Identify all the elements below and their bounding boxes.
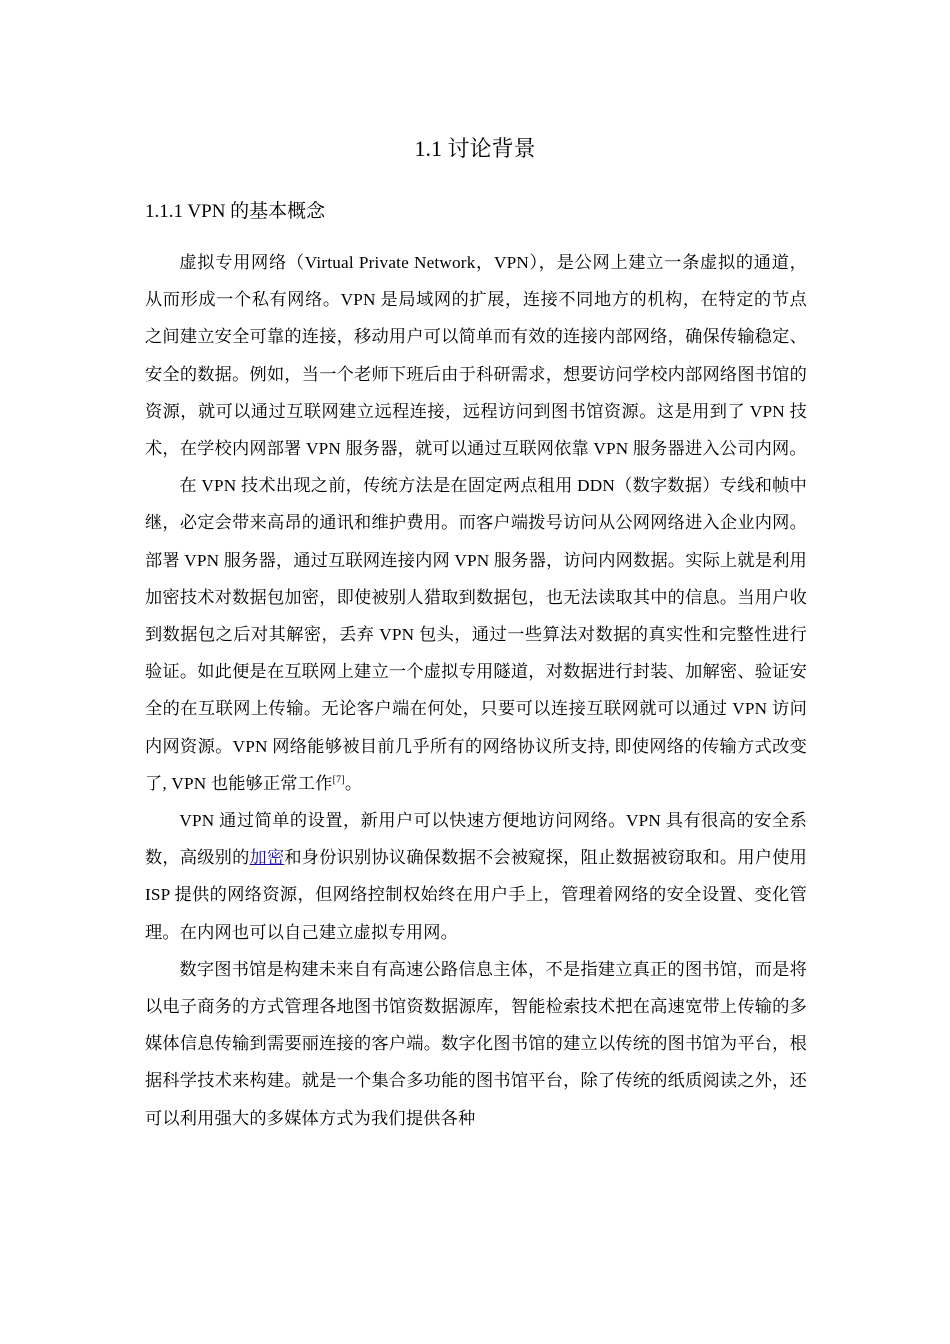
subsection-title: 1.1.1 VPN 的基本概念 (145, 201, 326, 222)
paragraph-digital-library (145, 951, 807, 1137)
body-text (145, 244, 807, 1137)
paragraph-text: VPN 通过简单的设置，新用户可以快速方便地访问网络。VPN 具有很高的安全系数，高级别的 (145, 811, 807, 868)
paragraph-text: 在 VPN 技术出现之前，传统方法是在固定两点租用 DDN（数字数据）专线和帧中继，必定会带来高昂的通讯和维护费用。而客户端拨号访问从公网网络进入企业内网。部署 VPN 服务器，通过互联网连接内网 VPN 服务器，访问内网数据。实际上就是利用加密技术对数据包加密，即使被别人猎取到数据包，也无法读取其中的信息。当用户收到数据包之后对其解密，丢弃 VPN 包头，通过一些算法对数据的真实性和完整性进行验证。如此便是在互联网上建立一个虚拟专用隧道，对数据进行封装、加解密、验证安全的在互联网上传输。无论客户端在何处，只要可以连接互联网就可以通过 VPN 访问内网资源。VPN 网络能够被目前几乎所有的网络协议所支持, 即使网络的传输方式改变了, VPN 也能够正常工作 (145, 476, 807, 793)
paragraph-text: 数字图书馆是构建未来自有高速公路信息主体，不是指建立真正的图书馆，而是将以电子商务的方式管理各地图书馆资数据源库，智能检索技术把在高速宽带上传输的多媒体信息传输到需要丽连接的客户端。数字化图书馆的建立以传统的图书馆为平台，根据科学技术来构建。就是一个集合多功能的图书馆平台，除了传统的纸质阅读之外，还可以利用强大的多媒体方式为我们提供各种 (145, 959, 807, 1128)
encryption-link[interactable]: 加密 (249, 848, 285, 868)
paragraph-tail: 。 (344, 773, 363, 793)
citation-marker[interactable]: [7] (332, 774, 345, 786)
paragraph-vpn-definition (145, 244, 807, 467)
paragraph-vpn-history (145, 467, 807, 802)
paragraph-text: 虚拟专用网络（Virtual Private Network，VPN），是公网上建立一条虚拟的通道，从而形成一个私有网络。VPN 是局域网的扩展，连接不同地方的机构，在特定的节点之间建立安全可靠的连接，移动用户可以简单而有效的连接内部网络，确保传输稳定、安全的数据。例如，当一个老师下班后由于科研需求，想要访问学校内部网络图书馆的资源，就可以通过互联网建立远程连接，远程访问到图书馆资源。这是用到了 VPN 技术，在学校内网部署 VPN 服务器，就可以通过互联网依靠 VPN 服务器进入公司内网。 (145, 253, 807, 459)
paragraph-text: 和身份识别协议确保数据不会被窥探，阻止数据被窃取和。用户使用 ISP 提供的网络资源，但网络控制权始终在用户手上，管理着网络的安全设置、变化管理。在内网也可以自己建立虚拟专用网。 (145, 848, 807, 942)
paragraph-vpn-security (145, 802, 807, 951)
section-title: 1.1 讨论背景 (414, 136, 536, 161)
